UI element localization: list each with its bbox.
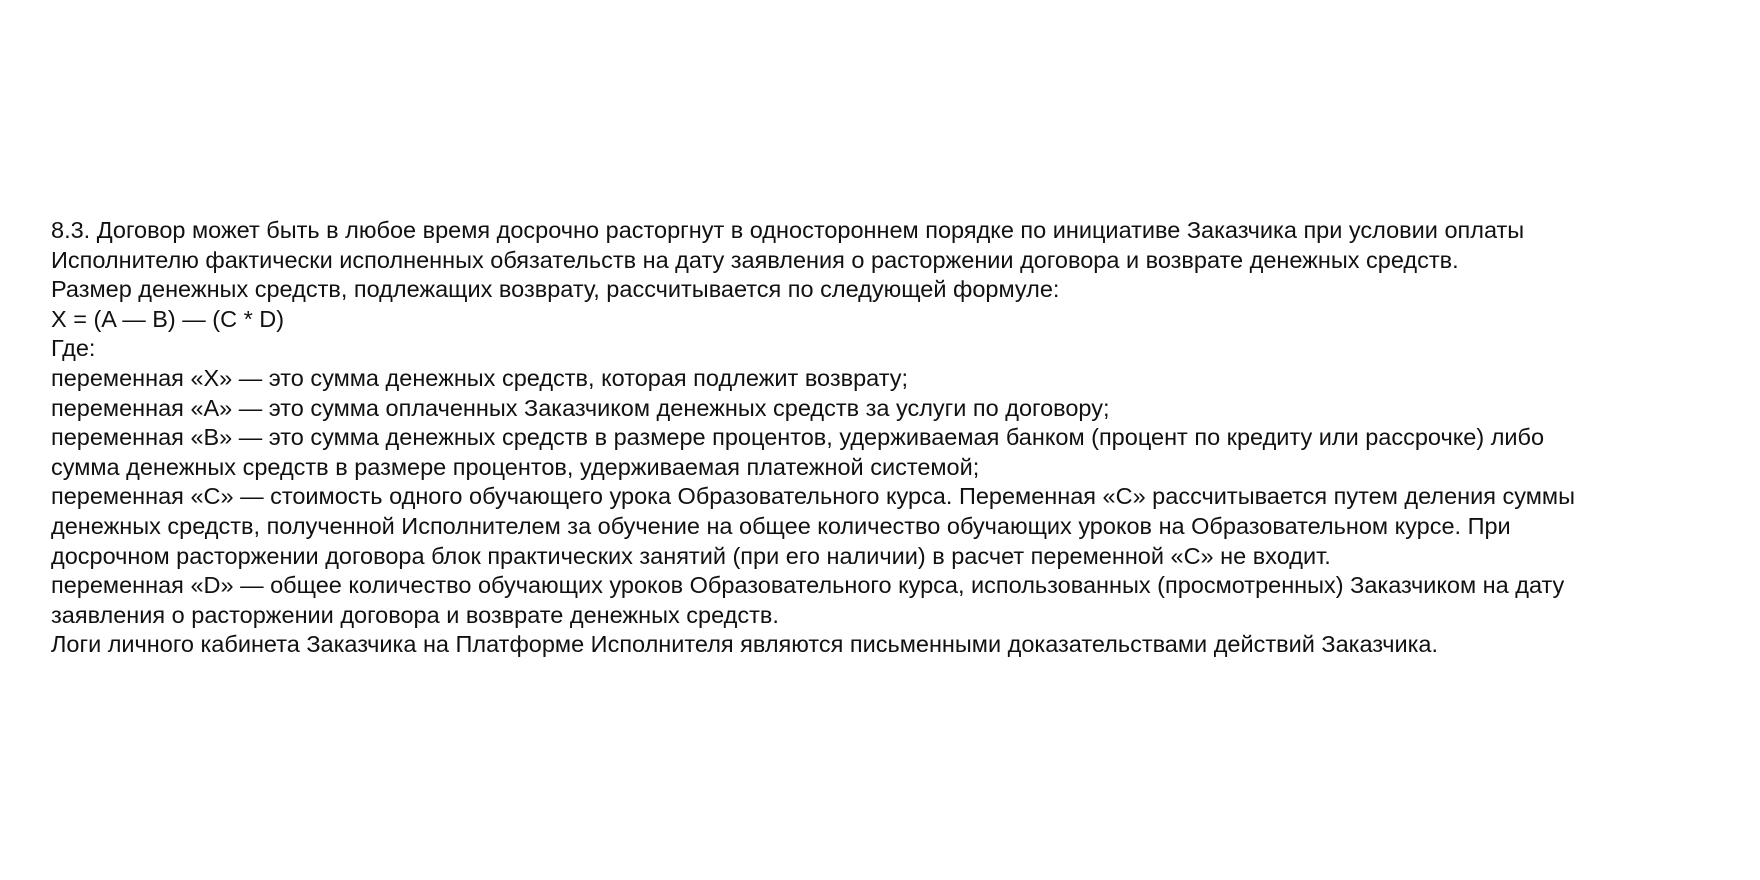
- variable-x-definition: переменная «X» — это сумма денежных средств, которая подлежит возврату;: [51, 364, 909, 391]
- variable-c-definition-line-2: денежных средств, полученной Исполнителем за обучение на общее количество обучающих уроков на Образовательном курсе. При: [51, 512, 1511, 539]
- clause-8-3-line-2: Исполнителю фактически исполненных обязательств на дату заявления о расторжении договора и возврате денежных средств.: [51, 246, 1459, 273]
- variable-c-definition-line-3: досрочном расторжении договора блок практических занятий (при его наличии) в расчет переменной «С» не входит.: [51, 542, 1331, 569]
- account-logs-evidence-statement: Логи личного кабинета Заказчика на Платформе Исполнителя являются письменными доказательствами действий Заказчика.: [51, 631, 1439, 658]
- variable-d-definition-line-2: заявления о расторжении договора и возврате денежных средств.: [51, 601, 779, 628]
- variable-c-definition-line-1: переменная «C» — стоимость одного обучающего урока Образовательного курса. Переменная «С» рассчитывается путем деления суммы: [51, 483, 1575, 510]
- variable-a-definition: переменная «A» — это сумма оплаченных Заказчиком денежных средств за услуги по договору;: [51, 394, 1110, 421]
- variable-b-definition-line-1: переменная «B» — это сумма денежных средств в размере процентов, удерживаемая банком (процент по кредиту или рассрочке) либо: [51, 424, 1545, 451]
- variable-b-definition-line-2: сумма денежных средств в размере процентов, удерживаемая платежной системой;: [51, 453, 980, 480]
- clause-8-3-line-1: 8.3. Договор может быть в любое время досрочно расторгнут в одностороннем порядке по инициативе Заказчика при условии оплаты: [51, 217, 1525, 243]
- where-label: Где:: [51, 335, 96, 362]
- refund-formula: X = (A — B) — (C * D): [51, 305, 285, 332]
- refund-amount-intro: Размер денежных средств, подлежащих возврату, рассчитывается по следующей формуле:: [51, 276, 1060, 303]
- document-body: [51, 216, 1741, 660]
- variable-d-definition-line-1: переменная «D» — общее количество обучающих уроков Образовательного курса, использованных (просмотренных) Заказчиком на дату: [51, 572, 1565, 599]
